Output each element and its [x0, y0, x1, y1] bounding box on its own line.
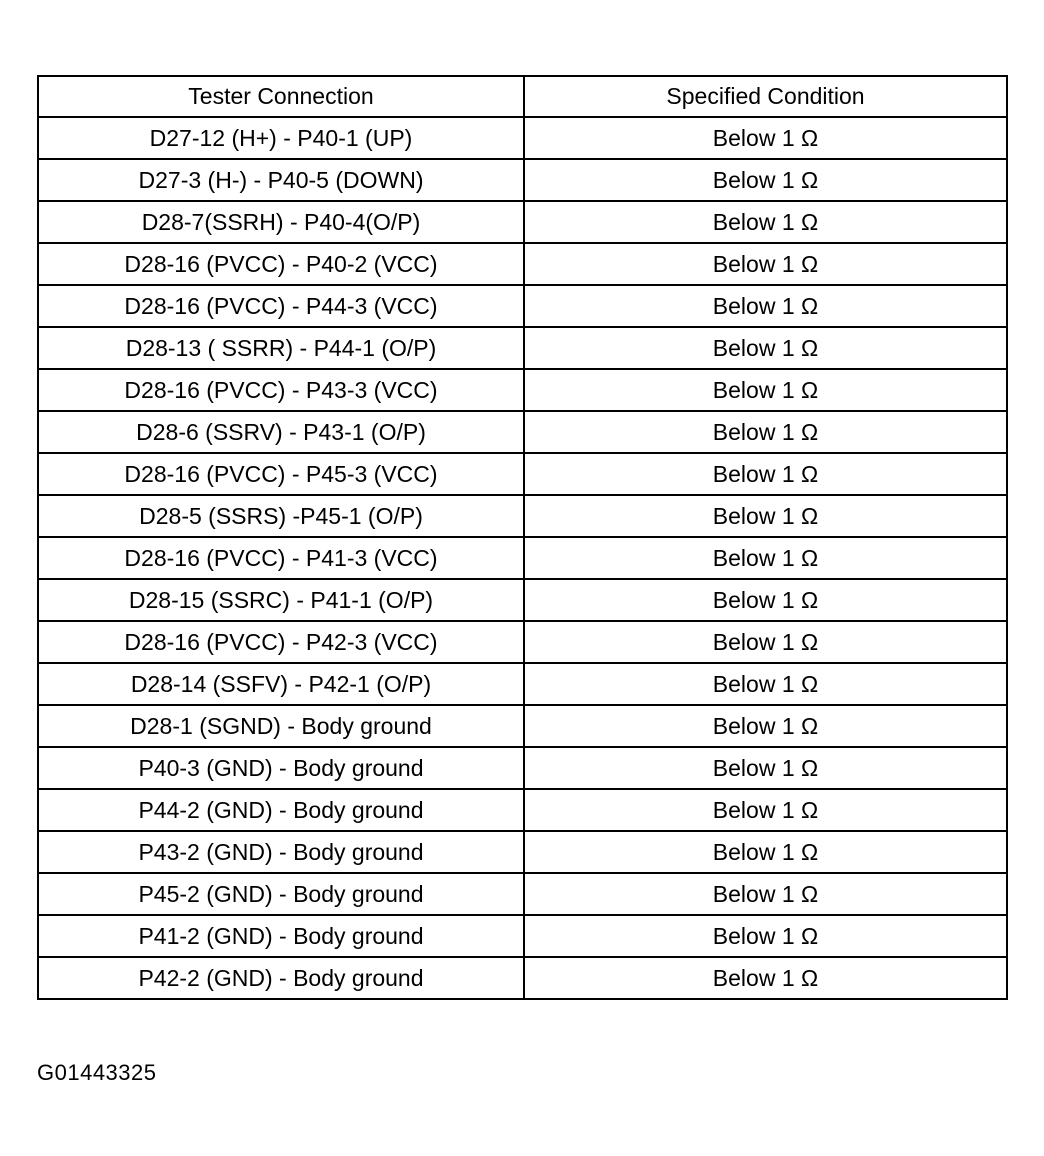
specified-condition-cell: Below 1 Ω	[524, 831, 1007, 873]
specified-condition-cell: Below 1 Ω	[524, 369, 1007, 411]
specified-condition-cell: Below 1 Ω	[524, 117, 1007, 159]
table-row	[38, 453, 1007, 495]
table-row	[38, 411, 1007, 453]
tester-connection-cell: D28-16 (PVCC) - P43-3 (VCC)	[38, 369, 524, 411]
tester-connection-cell: D28-1 (SGND) - Body ground	[38, 705, 524, 747]
tester-connection-cell: D28-13 ( SSRR) - P44-1 (O/P)	[38, 327, 524, 369]
tester-connection-cell: P43-2 (GND) - Body ground	[38, 831, 524, 873]
specified-condition-cell: Below 1 Ω	[524, 243, 1007, 285]
tester-connection-cell: D28-16 (PVCC) - P45-3 (VCC)	[38, 453, 524, 495]
tester-connection-cell: P45-2 (GND) - Body ground	[38, 873, 524, 915]
header-row	[38, 76, 1007, 117]
table-row	[38, 117, 1007, 159]
tester-connection-cell: D28-15 (SSRC) - P41-1 (O/P)	[38, 579, 524, 621]
table-row	[38, 579, 1007, 621]
tester-connection-cell: P44-2 (GND) - Body ground	[38, 789, 524, 831]
table-row	[38, 915, 1007, 957]
tester-connection-cell: D28-16 (PVCC) - P44-3 (VCC)	[38, 285, 524, 327]
specified-condition-cell: Below 1 Ω	[524, 201, 1007, 243]
figure-code: G01443325	[37, 1060, 157, 1085]
tester-connection-cell: D27-12 (H+) - P40-1 (UP)	[38, 117, 524, 159]
tester-connection-cell: D28-16 (PVCC) - P42-3 (VCC)	[38, 621, 524, 663]
specified-condition-cell: Below 1 Ω	[524, 915, 1007, 957]
header-specified-condition: Specified Condition	[524, 76, 1007, 117]
table-row	[38, 789, 1007, 831]
specified-condition-cell: Below 1 Ω	[524, 285, 1007, 327]
table-row	[38, 159, 1007, 201]
tester-connection-cell: D28-16 (PVCC) - P40-2 (VCC)	[38, 243, 524, 285]
table-row	[38, 831, 1007, 873]
specified-condition-cell: Below 1 Ω	[524, 663, 1007, 705]
tester-connection-cell: D27-3 (H-) - P40-5 (DOWN)	[38, 159, 524, 201]
table-row	[38, 957, 1007, 999]
tester-connection-table	[37, 75, 1008, 1000]
table-row	[38, 663, 1007, 705]
specified-condition-cell: Below 1 Ω	[524, 789, 1007, 831]
tester-connection-cell: D28-7(SSRH) - P40-4(O/P)	[38, 201, 524, 243]
specified-condition-cell: Below 1 Ω	[524, 411, 1007, 453]
specified-condition-cell: Below 1 Ω	[524, 159, 1007, 201]
table-row	[38, 747, 1007, 789]
table-row	[38, 537, 1007, 579]
specified-condition-cell: Below 1 Ω	[524, 495, 1007, 537]
header-tester-connection: Tester Connection	[38, 76, 524, 117]
specified-condition-cell: Below 1 Ω	[524, 747, 1007, 789]
tester-connection-cell: P42-2 (GND) - Body ground	[38, 957, 524, 999]
table-row	[38, 369, 1007, 411]
tester-connection-cell: D28-6 (SSRV) - P43-1 (O/P)	[38, 411, 524, 453]
tester-connection-cell: D28-5 (SSRS) -P45-1 (O/P)	[38, 495, 524, 537]
table-row	[38, 285, 1007, 327]
tester-connection-cell: P40-3 (GND) - Body ground	[38, 747, 524, 789]
tester-connection-cell: P41-2 (GND) - Body ground	[38, 915, 524, 957]
table-row	[38, 621, 1007, 663]
table-row	[38, 495, 1007, 537]
specified-condition-cell: Below 1 Ω	[524, 705, 1007, 747]
table-row	[38, 327, 1007, 369]
tester-connection-cell: D28-14 (SSFV) - P42-1 (O/P)	[38, 663, 524, 705]
table-row	[38, 243, 1007, 285]
specified-condition-cell: Below 1 Ω	[524, 579, 1007, 621]
specified-condition-cell: Below 1 Ω	[524, 873, 1007, 915]
tester-connection-cell: D28-16 (PVCC) - P41-3 (VCC)	[38, 537, 524, 579]
specified-condition-cell: Below 1 Ω	[524, 957, 1007, 999]
specified-condition-cell: Below 1 Ω	[524, 453, 1007, 495]
specified-condition-cell: Below 1 Ω	[524, 537, 1007, 579]
table-body	[38, 117, 1007, 999]
table-row	[38, 705, 1007, 747]
table-row	[38, 873, 1007, 915]
table-row	[38, 201, 1007, 243]
specified-condition-cell: Below 1 Ω	[524, 621, 1007, 663]
specified-condition-cell: Below 1 Ω	[524, 327, 1007, 369]
